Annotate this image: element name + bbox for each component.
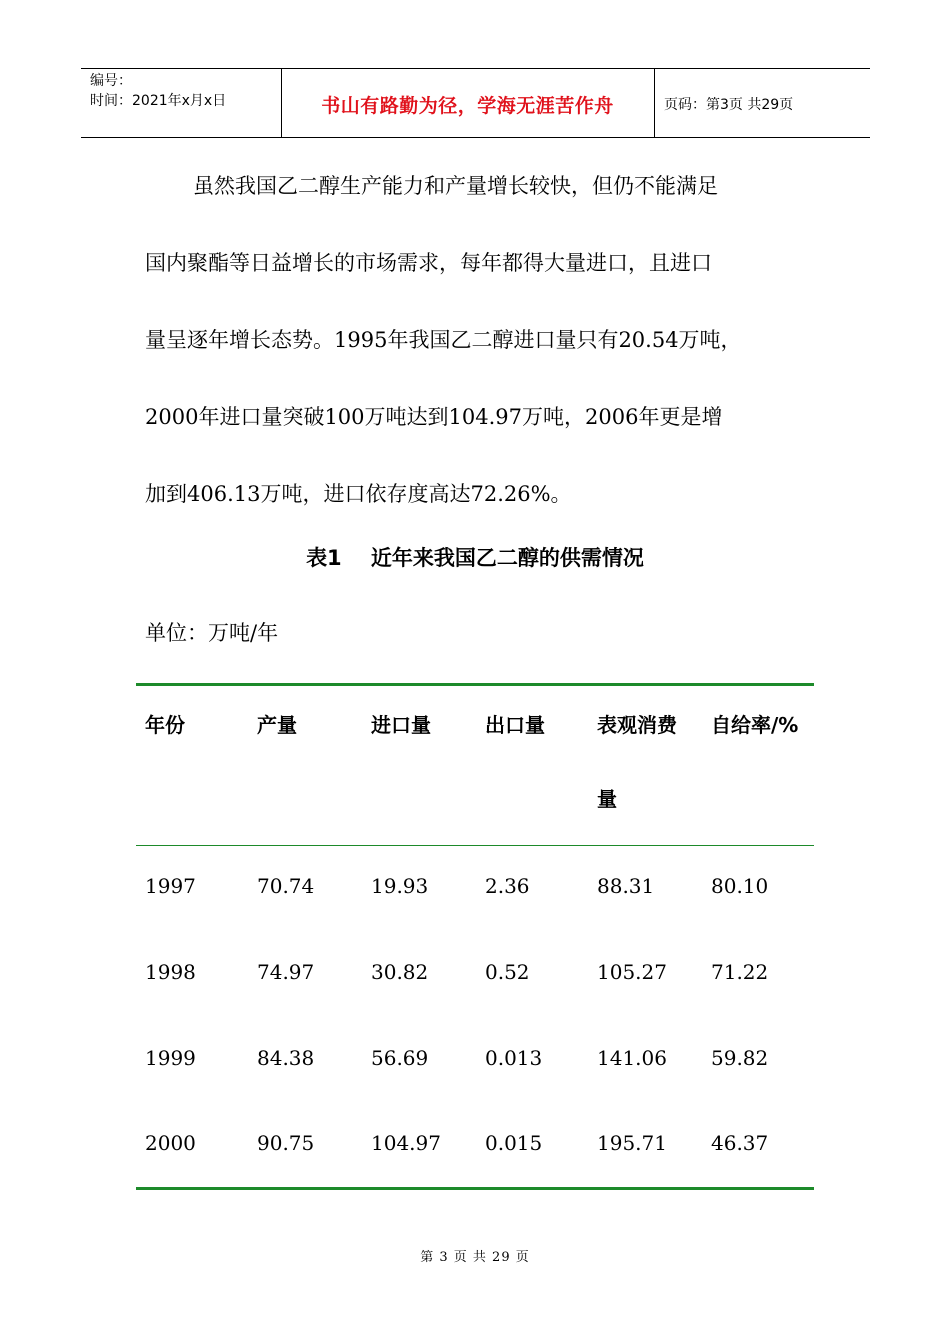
paragraph-line: 国内聚酯等日益增长的市场需求，每年都得大量进口，且进口: [145, 251, 712, 275]
table-top-rule: [136, 683, 814, 686]
paragraph-line: 加到406.13万吨，进口依存度高达72.26%。: [145, 482, 572, 506]
time-label: 时间：2021年x月x日: [90, 93, 227, 109]
number-label: 编号：: [90, 73, 132, 89]
paragraph-line: 虽然我国乙二醇生产能力和产量增长较快，但仍不能满足: [193, 174, 718, 198]
column-header-year: 年份: [145, 713, 185, 737]
table-cell: 195.71: [597, 1131, 667, 1155]
table-cell: 0.013: [485, 1046, 543, 1070]
column-header-import: 进口量: [371, 713, 431, 737]
table-cell: 84.38: [257, 1046, 315, 1070]
column-header-consumption-line1: 表观消费: [597, 713, 677, 737]
table-cell: 104.97: [371, 1131, 441, 1155]
table-cell: 46.37: [711, 1131, 769, 1155]
body-paragraph: [145, 148, 825, 533]
paragraph-line: 2000年进口量突破100万吨达到104.97万吨，2006年更是增: [145, 405, 723, 429]
column-header-export: 出口量: [485, 713, 545, 737]
table-cell: 2000: [145, 1131, 196, 1155]
table-cell: 59.82: [711, 1046, 769, 1070]
paragraph-line: 量呈逐年增长态势。1995年我国乙二醇进口量只有20.54万吨，: [145, 328, 742, 352]
table-cell: 88.31: [597, 874, 655, 898]
table-cell: 80.10: [711, 874, 769, 898]
page-footer: 第 3 页 共 29 页: [420, 1250, 530, 1265]
table-cell: 0.52: [485, 960, 530, 984]
column-header-consumption-line2: 量: [597, 787, 617, 811]
page-header: [81, 68, 870, 138]
motto: 书山有路勤为径，学海无涯苦作舟: [321, 94, 614, 117]
header-motto-cell: [281, 69, 655, 137]
table-caption: 表1 近年来我国乙二醇的供需情况: [306, 546, 644, 570]
table-cell: 1999: [145, 1046, 196, 1070]
table-cell: 19.93: [371, 874, 429, 898]
table-cell: 71.22: [711, 960, 769, 984]
header-page-cell: [655, 69, 870, 137]
page-info: 页码：第3页 共29页: [664, 97, 794, 113]
table-cell: 56.69: [371, 1046, 429, 1070]
table-cell: 105.27: [597, 960, 667, 984]
table-cell: 90.75: [257, 1131, 315, 1155]
header-meta: [81, 69, 282, 137]
table-cell: 30.82: [371, 960, 429, 984]
table-cell: 70.74: [257, 874, 315, 898]
table-cell: 141.06: [597, 1046, 667, 1070]
column-header-production: 产量: [257, 713, 297, 737]
table-cell: 74.97: [257, 960, 315, 984]
table-bottom-rule: [136, 1187, 814, 1190]
column-header-consumption: [597, 688, 677, 836]
table-cell: 1998: [145, 960, 196, 984]
table-unit: 单位：万吨/年: [145, 621, 279, 645]
table-cell: 0.015: [485, 1131, 543, 1155]
table-cell: 2.36: [485, 874, 530, 898]
column-header-self-sufficiency: 自给率/%: [711, 713, 799, 737]
table-header-rule: [136, 845, 814, 846]
table-cell: 1997: [145, 874, 196, 898]
